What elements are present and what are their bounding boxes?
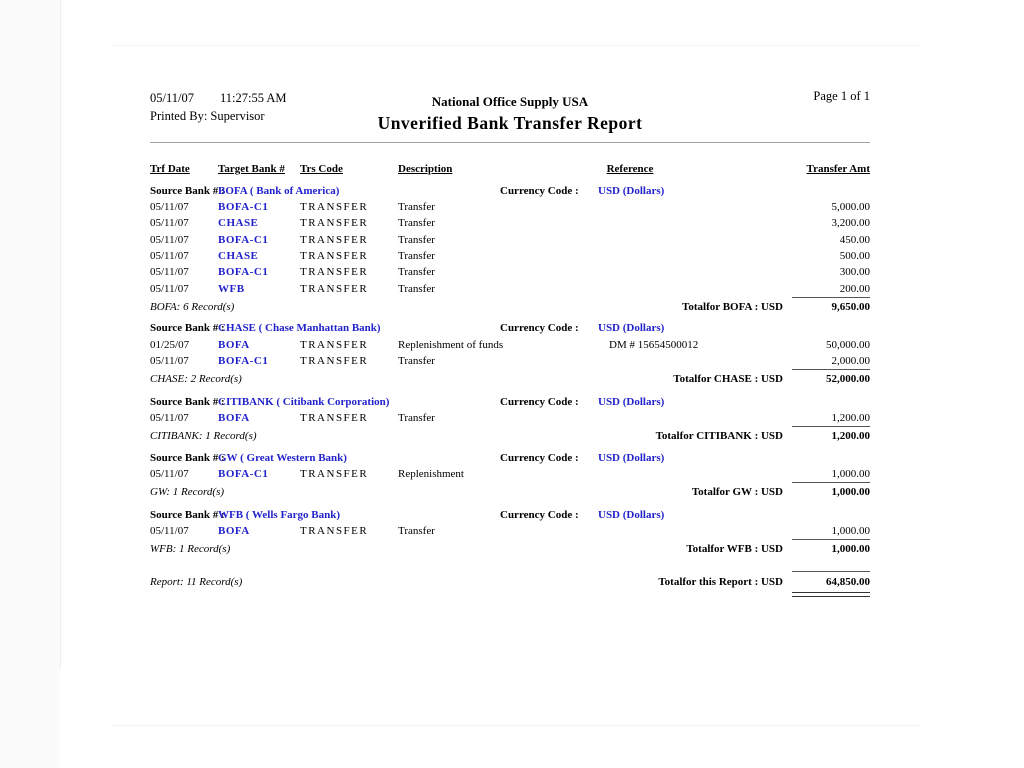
report-record-count: Report: 11 Record(s) [150,576,243,588]
group-header [150,452,870,468]
currency-code-label: Currency Code : [500,185,579,197]
currency-code-label: Currency Code : [500,322,579,334]
trs-code-cell: TRANSFER [300,283,369,295]
col-transfer-amt: Transfer Amt [806,163,870,175]
description-cell: Replenishment [398,468,464,480]
page-edge-bottom [112,725,920,726]
group-total-label: Totalfor CITIBANK : USD [655,430,783,442]
amount-cell: 1,200.00 [831,412,870,424]
trf-date-cell: 05/11/07 [150,201,189,213]
trf-date-cell: 05/11/07 [150,468,189,480]
source-bank-link[interactable]: CITIBANK ( Citibank Corporation) [218,396,390,408]
transfer-row [150,283,870,299]
currency-code-value: USD (Dollars) [598,396,665,408]
amount-cell: 1,000.00 [831,525,870,537]
amount-cell: 5,000.00 [831,201,870,213]
source-bank-link[interactable]: CHASE ( Chase Manhattan Bank) [218,322,381,334]
record-count: WFB: 1 Record(s) [150,543,231,555]
record-count: CITIBANK: 1 Record(s) [150,430,257,442]
trs-code-cell: TRANSFER [300,339,369,351]
trf-date-cell: 05/11/07 [150,283,189,295]
transfer-row [150,250,870,266]
target-bank-link[interactable]: BOFA-C1 [218,234,269,246]
source-bank-label: Source Bank # : [150,322,225,334]
currency-code-label: Currency Code : [500,396,579,408]
group-total-amount: 1,200.00 [831,430,870,442]
description-cell: Transfer [398,250,435,262]
col-trs-code: Trs Code [300,163,343,175]
group-header [150,185,870,201]
group-total-label: Totalfor BOFA : USD [682,301,783,313]
description-cell: Transfer [398,234,435,246]
group-header [150,322,870,338]
target-bank-link[interactable]: BOFA [218,525,250,537]
currency-code-value: USD (Dollars) [598,509,665,521]
currency-code-value: USD (Dollars) [598,452,665,464]
description-cell: Replenishment of funds [398,339,504,351]
target-bank-link[interactable]: BOFA-C1 [218,468,269,480]
target-bank-link[interactable]: BOFA-C1 [218,201,269,213]
page-edge-top [112,45,920,46]
source-bank-link[interactable]: WFB ( Wells Fargo Bank) [218,509,341,521]
group-total-row [150,373,870,389]
transfer-row [150,217,870,233]
target-bank-link[interactable]: BOFA [218,339,250,351]
trs-code-cell: TRANSFER [300,201,369,213]
group-total-row [150,486,870,502]
amount-cell: 500.00 [839,250,870,262]
target-bank-link[interactable]: CHASE [218,250,259,262]
group-total-amount: 52,000.00 [826,373,870,385]
page-edge-left [60,0,61,670]
trf-date-cell: 05/11/07 [150,234,189,246]
currency-code-label: Currency Code : [500,509,579,521]
group-header [150,509,870,525]
group-total-amount: 1,000.00 [831,486,870,498]
transfer-row [150,412,870,428]
trs-code-cell: TRANSFER [300,468,369,480]
target-bank-link[interactable]: CHASE [218,217,259,229]
group-total-label: Totalfor GW : USD [691,486,783,498]
currency-code-value: USD (Dollars) [598,185,665,197]
transfer-row [150,266,870,282]
amount-cell: 300.00 [839,266,870,278]
trs-code-cell: TRANSFER [300,266,369,278]
description-cell: Transfer [398,217,435,229]
transfer-row [150,234,870,250]
report-total-rule [792,571,870,572]
currency-code-value: USD (Dollars) [598,322,665,334]
printed-by: Printed By: Supervisor [150,109,265,123]
group-total-label: Totalfor CHASE : USD [673,373,783,385]
description-cell: Transfer [398,201,435,213]
target-bank-link[interactable]: WFB [218,283,245,295]
trs-code-cell: TRANSFER [300,250,369,262]
trs-code-cell: TRANSFER [300,355,369,367]
amount-cell: 1,000.00 [831,468,870,480]
description-cell: Transfer [398,266,435,278]
page-indicator: Page 1 of 1 [813,89,870,103]
source-bank-link[interactable]: GW ( Great Western Bank) [218,452,347,464]
amount-cell: 50,000.00 [826,339,870,351]
trf-date-cell: 05/11/07 [150,266,189,278]
report-total-amount: 64,850.00 [826,576,870,588]
group-total-row [150,301,870,317]
total-rule [792,297,870,298]
description-cell: Transfer [398,355,435,367]
col-target-bank: Target Bank # [218,163,285,175]
transfer-row [150,525,870,541]
total-rule [792,482,870,483]
currency-code-label: Currency Code : [500,452,579,464]
trs-code-cell: TRANSFER [300,217,369,229]
description-cell: Transfer [398,412,435,424]
transfer-row [150,468,870,484]
trf-date-cell: 05/11/07 [150,217,189,229]
target-bank-link[interactable]: BOFA-C1 [218,266,269,278]
source-bank-label: Source Bank # : [150,452,225,464]
group-total-row [150,430,870,446]
trf-date-cell: 05/11/07 [150,250,189,262]
report-title: Unverified Bank Transfer Report [377,113,643,133]
amount-cell: 2,000.00 [831,355,870,367]
target-bank-link[interactable]: BOFA [218,412,250,424]
trs-code-cell: TRANSFER [300,525,369,537]
total-rule [792,426,870,427]
group-total-row [150,543,870,559]
description-cell: Transfer [398,525,435,537]
print-date: 05/11/07 [150,91,194,105]
trf-date-cell: 05/11/07 [150,525,189,537]
report-total-label: Totalfor this Report : USD [658,576,783,588]
page-margin [0,0,60,768]
report-total-row [150,576,870,592]
trs-code-cell: TRANSFER [300,234,369,246]
company-name: National Office Supply USA [431,94,589,109]
source-bank-link[interactable]: BOFA ( Bank of America) [218,185,340,197]
report-double-rule [792,592,870,597]
group-total-amount: 1,000.00 [831,543,870,555]
transfer-row [150,355,870,371]
print-time: 11:27:55 AM [219,91,287,105]
transfer-row [150,339,870,355]
source-bank-label: Source Bank # : [150,396,225,408]
column-headers [150,163,870,179]
header-rule [150,142,870,143]
record-count: BOFA: 6 Record(s) [150,301,235,313]
source-bank-label: Source Bank # : [150,185,225,197]
amount-cell: 3,200.00 [831,217,870,229]
trf-date-cell: 01/25/07 [150,339,190,351]
total-rule [792,369,870,370]
record-count: CHASE: 2 Record(s) [150,373,242,385]
col-description: Description [398,163,453,175]
trf-date-cell: 05/11/07 [150,412,189,424]
target-bank-link[interactable]: BOFA-C1 [218,355,269,367]
description-cell: Transfer [398,283,435,295]
col-trf-date: Trf Date [150,163,190,175]
amount-cell: 200.00 [839,283,870,295]
trs-code-cell: TRANSFER [300,412,369,424]
trf-date-cell: 05/11/07 [150,355,189,367]
record-count: GW: 1 Record(s) [150,486,225,498]
group-total-label: Totalfor WFB : USD [686,543,783,555]
group-total-amount: 9,650.00 [831,301,870,313]
reference-cell: DM # 15654500012 [609,339,699,351]
group-header [150,396,870,412]
col-reference: Reference [606,163,654,175]
amount-cell: 450.00 [839,234,870,246]
transfer-row [150,201,870,217]
total-rule [792,539,870,540]
source-bank-label: Source Bank # : [150,509,225,521]
